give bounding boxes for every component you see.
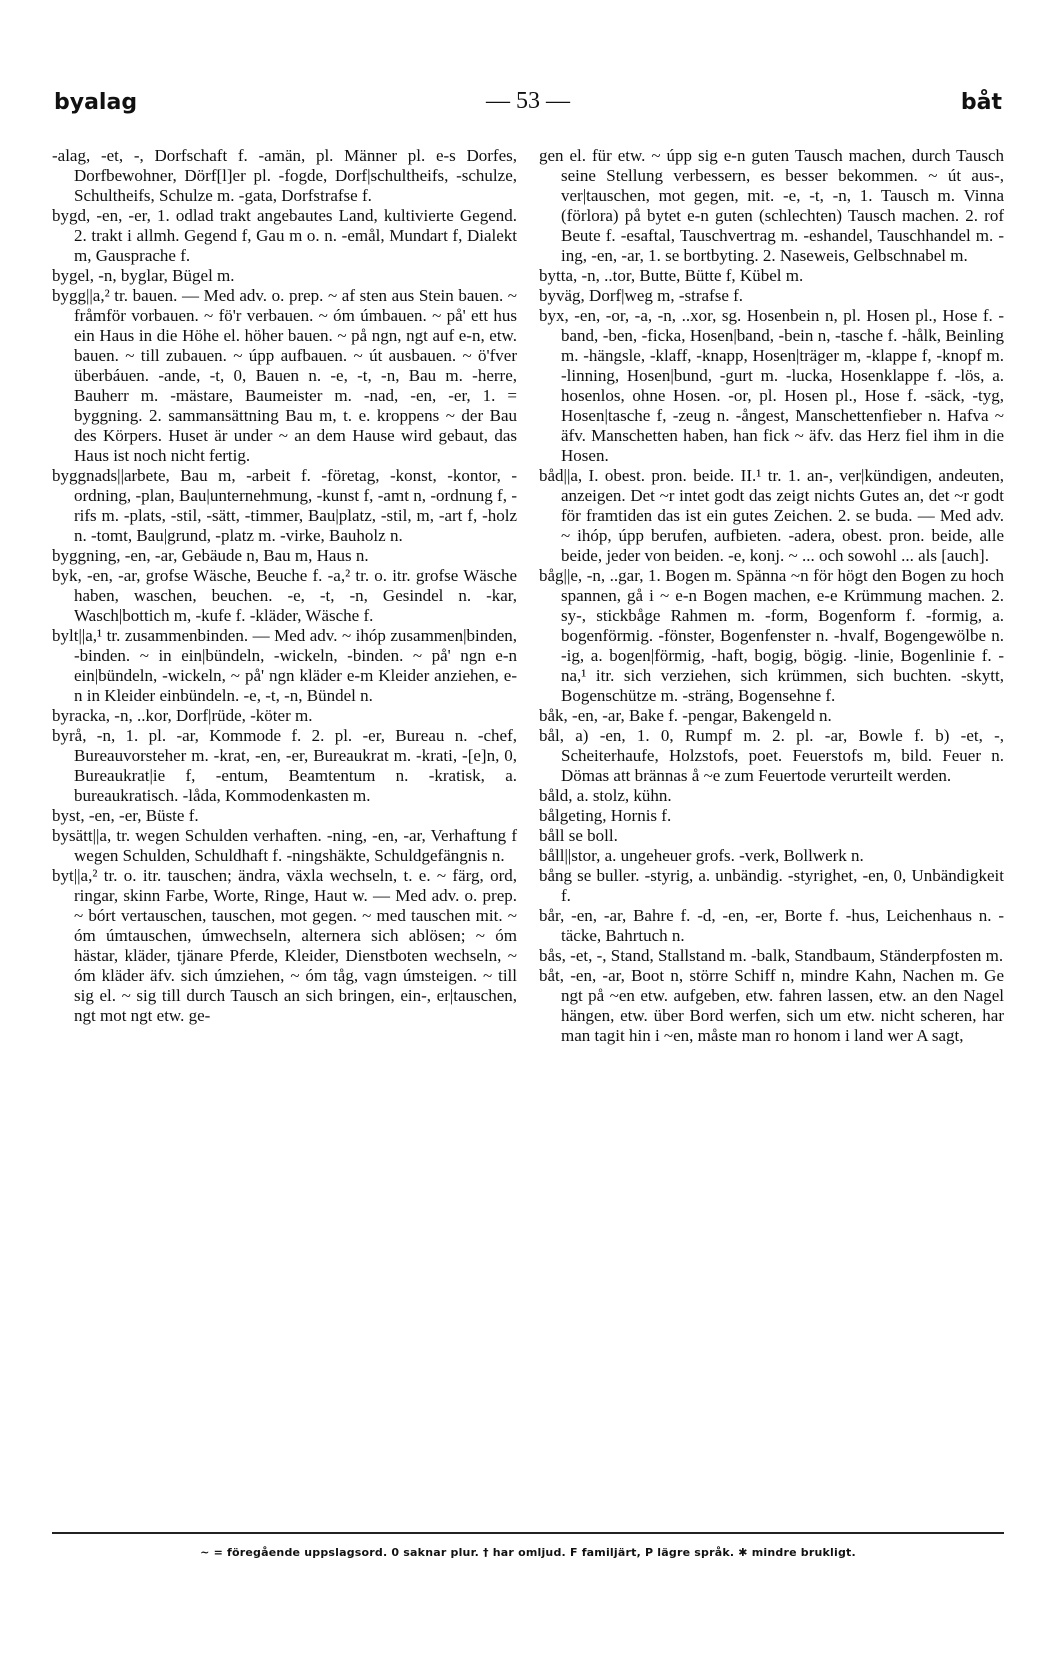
dictionary-entry: båd||a, I. obest. pron. beide. II.¹ tr. 1. an-, ver|kündigen, andeuten, anzeigen. Det ~r intet godt das zeigt nichts Gutes an, det ~r godt för framtiden das ist ein gutes Zeichen. 2. se buda. — Med adv. ~ ihóp, úpp berufen, aufbieten. -adera, obest. pron. beide, alle beide, jeder von beiden. -e, konj. ~ ... och sowohl ... als [auch]. bbox=[539, 466, 1004, 565]
dictionary-entry: byggnads||arbete, Bau m, -arbeit f. -företag, -konst, -kontor, -ordning, -plan, Bau|unternehmung, -kunst f, -amt n, -ordnung f, -rifs m. -plats, -stil, -sätt, -timmer, Bau|platz, -stil, m, -art f, -holz n. -tomt, Bau|grund, -platz m. -virke, Bauholz n. bbox=[52, 466, 517, 545]
dictionary-entry: byväg, Dorf|weg m, -strafse f. bbox=[539, 286, 744, 305]
footer-rule bbox=[52, 1532, 1004, 1534]
dictionary-entry: bås, -et, -, Stand, Stallstand m. -balk, Standbaum, Ständerpfosten m. bbox=[539, 946, 1004, 965]
header-right-guideword: båt bbox=[960, 90, 1002, 115]
dictionary-entry: byrå, -n, 1. pl. -ar, Kommode f. 2. pl. -er, Bureau n. -chef, Bureauvorsteher m. -krat, -en, -er, Bureaukrat m. -krati, -[e]n, 0, Bureaukrat|ie f, -entum, Beamtentum n. -kratisk, a. bureaukratisch. -låda, Kommodenkasten m. bbox=[52, 726, 517, 805]
dictionary-entry: bytta, -n, ..tor, Butte, Bütte f, Kübel m. bbox=[539, 266, 804, 285]
dictionary-entry: båld, a. stolz, kühn. bbox=[539, 786, 672, 805]
dictionary-entry: byggning, -en, -ar, Gebäude n, Bau m, Haus n. bbox=[52, 546, 369, 565]
dictionary-entry: båk, -en, -ar, Bake f. -pengar, Bakengeld n. bbox=[539, 706, 832, 725]
footer-legend: ~ = föregående uppslagsord. 0 saknar plur. † har omljud. F familjärt, P lägre språk. ✱ mindre brukligt. bbox=[200, 1546, 856, 1559]
dictionary-entry: bålgeting, Hornis f. bbox=[539, 806, 672, 825]
dictionary-entry: byracka, -n, ..kor, Dorf|rüde, -köter m. bbox=[52, 706, 313, 725]
dictionary-entry: byx, -en, -or, -a, -n, ..xor, sg. Hosenbein n, pl. Hosen pl., Hose f. -band, -ben, -ficka, Hosen|band, -bein n, -tasche f. -hålk, Beinling m. -hängsle, -klaff, -knapp, Hosen|träger m, -klappe f, -knopf m. -linning, Hosen|bund, -gurt m. -lucka, Hosenklappe f. -lös, a. hosenlos, ohne Hosen. -or, pl. Hosen pl., Hose f. -säck, -tyg, Hosen|tasche f, -zeug n. -ångest, Manschettenfieber n. Hafva ~ äfv. Manschetten haben, han fick ~ äfv. das Herz fiel ihm in die Hosen. bbox=[539, 306, 1004, 465]
dictionary-entry: byst, -en, -er, Büste f. bbox=[52, 806, 199, 825]
dictionary-entry: båt, -en, -ar, Boot n, större Schiff n, mindre Kahn, Nachen m. Ge ngt på ~en etw. aufgeben, etw. fahren lassen, etw. an den Nagel hängen, etw. über Bord werfen, sich um etw. nicht scheren, har man tagit hin i ~en, måste man ro honom i land wer A sagt, bbox=[539, 966, 1004, 1045]
dictionary-entry: bysätt||a, tr. wegen Schulden verhaften. -ning, -en, -ar, Verhaftung f wegen Schulden, Schuldhaft f. -ningshäkte, Schuldgefängnis n. bbox=[52, 826, 517, 865]
dictionary-entry: bång se buller. -styrig, a. unbändig. -styrighet, -en, 0, Unbändigkeit f. bbox=[539, 866, 1004, 905]
dictionary-entry: -alag, -et, -, Dorfschaft f. -amän, pl. Männer pl. e-s Dorfes, Dorfbewohner, Dörf[l]er pl. -fogde, Dorf|schultheifs, -schulze, Schultheifs, Schulze m. -gata, Dorfstrafse f. bbox=[52, 146, 517, 205]
dictionary-entry: båg||e, -n, ..gar, 1. Bogen m. Spänna ~n för högt den Bogen zu hoch spannen, gå i ~ e-n Bogen machen, e-e Krümmung machen. 2. sy-, stickbåge Rahmen m. -form, Bogenform f. -formig, a. bogenförmig. -fönster, Bogenfenster n. -hvalf, Bogengewölbe n. -ig, a. bogen|förmig, -haft, bogig, bögig. -linie, Bogenlinie f. -na,¹ itr. sich verziehen, sich krümmen, sich buchten. -skytt, Bogenschütze m. -sträng, Bogensehne f. bbox=[539, 566, 1004, 705]
dictionary-entry: båll||stor, a. ungeheuer grofs. -verk, Bollwerk n. bbox=[539, 846, 864, 865]
dictionary-entry: byt||a,² tr. o. itr. tauschen; ändra, växla wechseln, t. e. ~ färg, ord, ringar, skinn Farbe, Worte, Ringe, Haut w. — Med adv. o. prep. ~ bórt vertauschen, tauschen, mot gegen. ~ med tauschen mit. ~ óm úmtauschen, úmwechseln, alternera sich ablösen; ~ óm hästar, kläder, tjänare Pferde, Kleider, Dienstboten wechseln, ~ óm kläder äfv. sich úmziehen, ~ óm tåg, vagn úmsteigen. ~ till sig el. ~ sig till durch Tausch an sich bringen, ein-, er|tauschen, ngt mot ngt etw. ge- bbox=[52, 866, 517, 1025]
dictionary-entry: byk, -en, -ar, grofse Wäsche, Beuche f. -a,² tr. o. itr. grofse Wäsche haben, waschen, beuchen. -e, -t, -n, Gesindel n. -kar, Wasch|bottich m, -kufe f. -kläder, Wäsche f. bbox=[52, 566, 517, 625]
dictionary-entry: gen el. für etw. ~ úpp sig e-n guten Tausch machen, durch Tausch seine Stellung verbessern, es besser bekommen. ~ út aus-, ver|tauschen, mot gegen, mit. -e, -t, -n, 1. Tausch m. Vinna (förlora) på bytet e-n guten (schlechten) Tausch machen. 2. rof Beute f. -esaftal, Tauschvertrag m. -eshandel, Tauschhandel m. -ing, -en, -ar, 1. se bortbyting. 2. Naseweis, Gelbschnabel m. bbox=[539, 146, 1004, 265]
dictionary-entry: bygel, -n, byglar, Bügel m. bbox=[52, 266, 235, 285]
dictionary-entry: bygd, -en, -er, 1. odlad trakt angebautes Land, kultivierte Gegend. 2. trakt i allmh. Gegend f, Gau m o. n. -emål, Mundart f, Dialekt m, Gausprache f. bbox=[52, 206, 517, 265]
dictionary-entry: båll se boll. bbox=[539, 826, 618, 845]
left-column bbox=[52, 146, 517, 1046]
dictionary-entry: bylt||a,¹ tr. zusammenbinden. — Med adv. ~ ihóp zusammen|binden, -binden. ~ in ein|bündeln, -wickeln, -binden. ~ på' ngn e-n ein|bündeln, -wickeln, ~ på' ngn kläder e-m Kleider anziehen, e-n in Kleider einbündeln. -e, -t, -n, Bündel n. bbox=[52, 626, 517, 705]
right-column bbox=[539, 146, 1004, 1046]
dictionary-entry: bår, -en, -ar, Bahre f. -d, -en, -er, Borte f. -hus, Leichenhaus n. -täcke, Bahrtuch n. bbox=[539, 906, 1004, 945]
page-number: — 53 — bbox=[486, 88, 570, 114]
text-columns bbox=[52, 146, 1004, 1046]
header-left-guideword: byalag bbox=[54, 90, 138, 115]
dictionary-entry: bygg||a,² tr. bauen. — Med adv. o. prep. ~ af sten aus Stein bauen. ~ fråmför vorbauen. ~ fö'r verbauen. ~ óm úmbauen. ~ på' ett hus ein Haus in die Höhe el. höher bauen. ~ på ngn, ngt auf e-n, etw. bauen. ~ till zubauen. ~ úpp aufbauen. ~ út ausbauen. ~ ö'fver überbáuen. -ande, -t, 0, Bauen n. -e, -t, -n, Bau m. -herre, Bauherr m. -mästare, Baumeister m. -nad, -en, -er, 1. = byggning. 2. sammansättning Bau m, t. e. kroppens ~ der Bau des Körpers. Huset är under ~ an dem Hause wird gebaut, das Haus ist noch nicht fertig. bbox=[52, 286, 517, 465]
dictionary-entry: bål, a) -en, 1. 0, Rumpf m. 2. pl. -ar, Bowle f. b) -et, -, Scheiterhaufe, Holzstofs, poet. Feuerstofs m, bild. Feuer n. Dömas att brännas å ~e zum Feuertode verurteilt werden. bbox=[539, 726, 1004, 785]
page-header bbox=[52, 80, 1004, 124]
